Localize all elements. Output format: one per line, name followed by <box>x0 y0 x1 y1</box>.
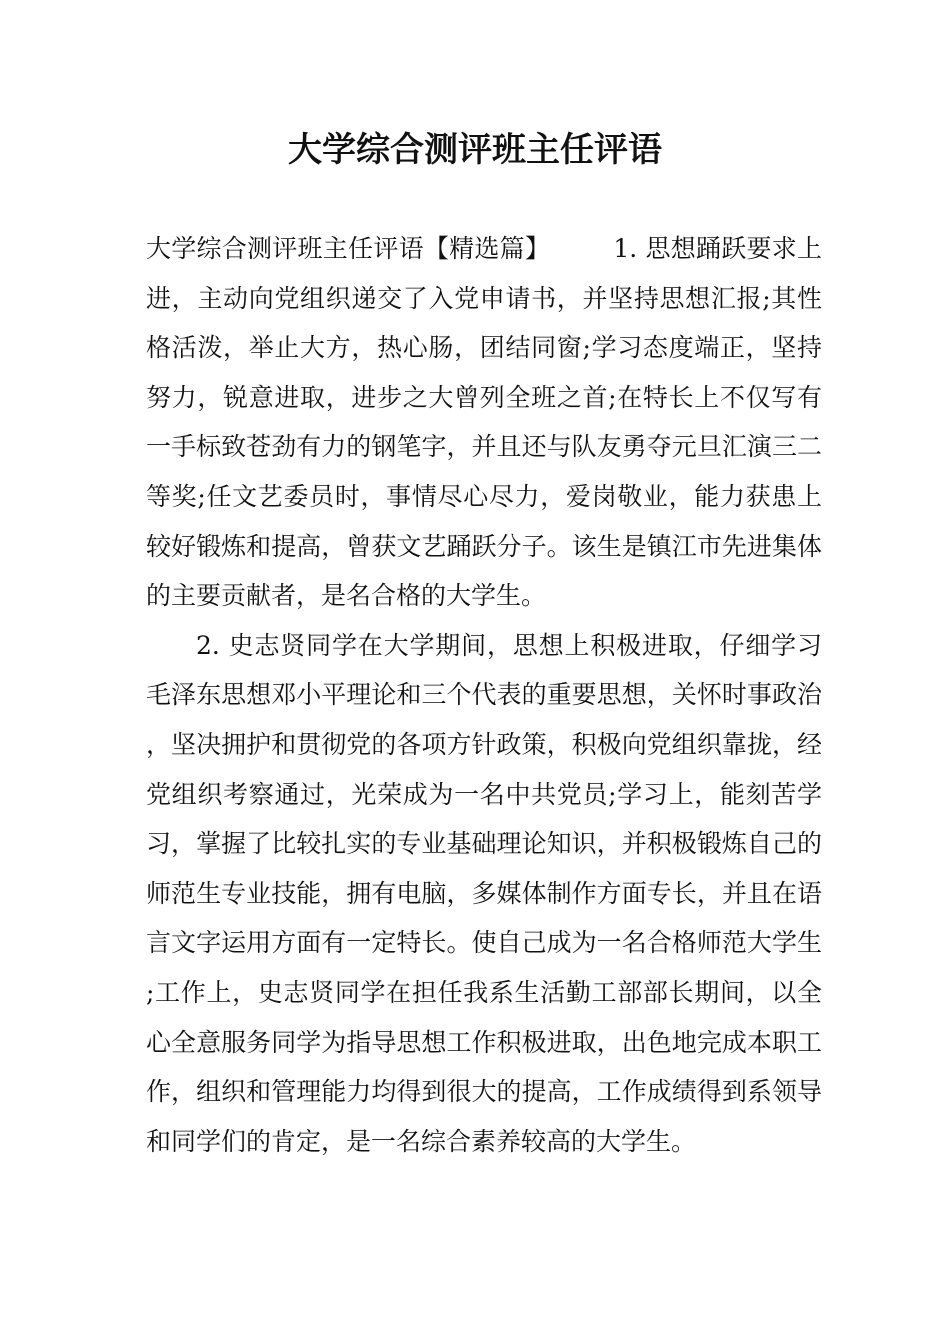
document-title: 大学综合测评班主任评语 <box>288 130 662 170</box>
paragraph-1: 大学综合测评班主任评语【精选篇】 1. 思想踊跃要求上进，主动向党组织递交了入党申请书，并坚持思想汇报;其性格活泼，举止大方，热心肠，团结同窗;学习态度端正，坚持努力，锐意进取，进步之大曾列全班之首;在特长上不仅写有一手标致苍劲有力的钢笔字，并且还与队友勇夺元旦汇演三二等奖;任文艺委员时，事情尽心尽力，爱岗敬业，能力获患上较好锻炼和提高，曾获文艺踊跃分子。该生是镇江市先进集体的主要贡献者，是名合格的大学生。 <box>146 234 822 611</box>
paragraph-2: 2. 史志贤同学在大学期间，思想上积极进取，仔细学习毛泽东思想邓小平理论和三个代表的重要思想，关怀时事政治，坚决拥护和贯彻党的各项方针政策，积极向党组织靠拢，经党组织考察通过，光荣成为一名中共党员;学习上，能刻苦学习，掌握了比较扎实的专业基础理论知识，并积极锻炼自己的师范生专业技能，拥有电脑，多媒体制作方面专长，并且在语言文字运用方面有一定特长。使自己成为一名合格师范大学生;工作上，史志贤同学在担任我系生活勤工部部长期间，以全心全意服务同学为指导思想工作积极进取，出色地完成本职工作，组织和管理能力均得到很大的提高，工作成绩得到系领导和同学们的肯定，是一名综合素养较高的大学生。 <box>146 630 822 1156</box>
document-body <box>146 224 822 1166</box>
